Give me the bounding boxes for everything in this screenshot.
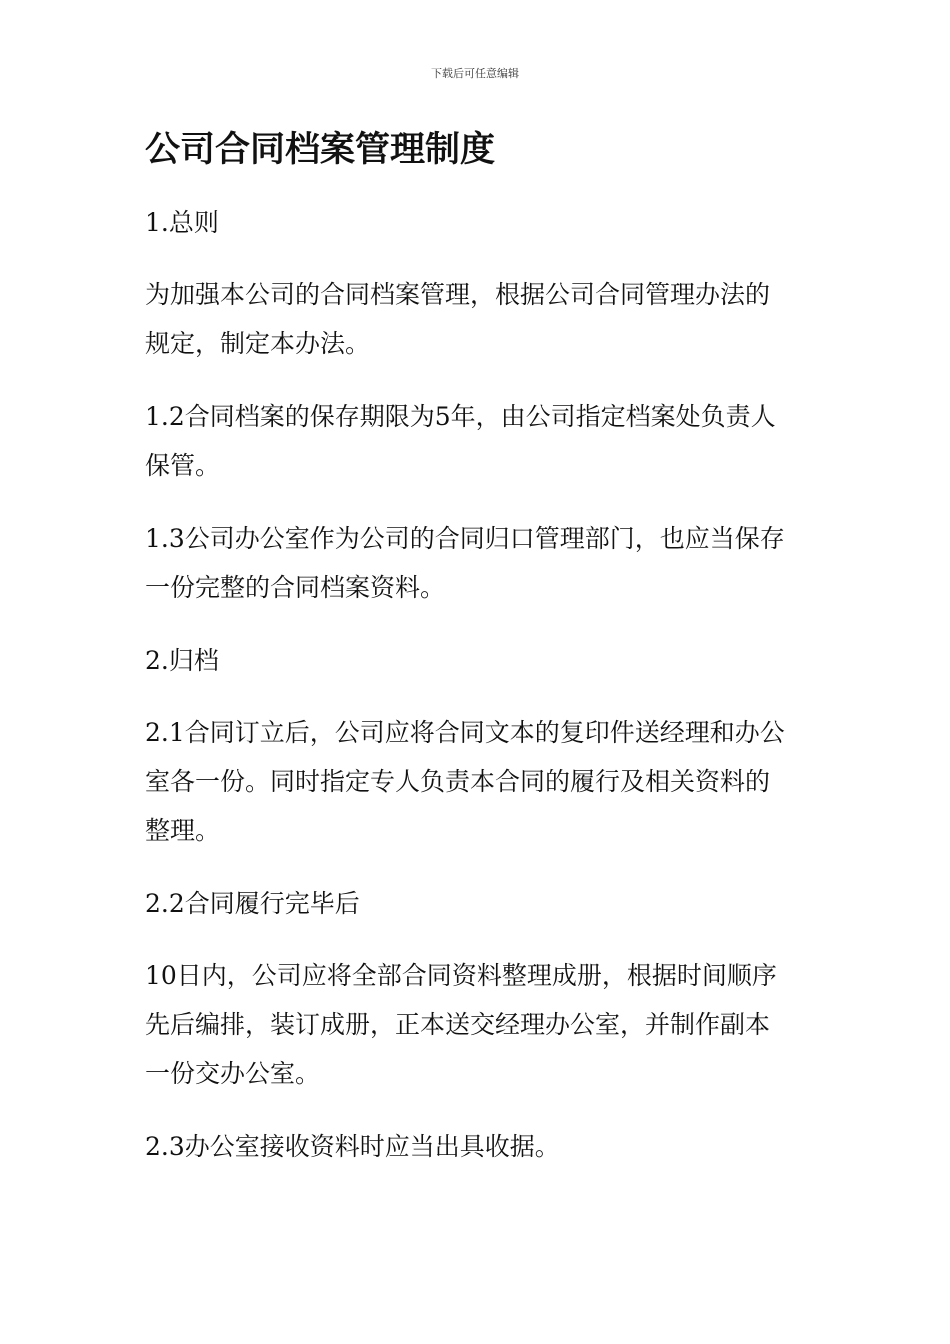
section-heading-general: [145, 198, 810, 247]
paragraph-line: 为加强本公司的合同档案管理，根据公司合同管理办法的: [145, 280, 771, 309]
paragraph-10-days: [145, 951, 810, 1098]
paragraph-purpose: [145, 270, 810, 368]
paragraph-line: 2.1合同订立后，公司应将合同文本的复印件送经理和办公: [145, 718, 785, 747]
header-note: 下载后可任意编辑: [431, 67, 519, 80]
paragraph-line: 整理。: [145, 816, 221, 845]
paragraph-line: 1.3公司办公室作为公司的合同归口管理部门，也应当保存: [145, 524, 785, 553]
paragraph-line: 一份完整的合同档案资料。: [145, 573, 446, 602]
paragraph-line: 一份交办公室。: [145, 1059, 321, 1088]
paragraph-line: 2.3办公室接收资料时应当出具收据。: [145, 1132, 560, 1161]
paragraph-2-3: [145, 1122, 810, 1171]
paragraph-1-3: [145, 514, 810, 612]
paragraph-line: 1.2合同档案的保存期限为5年，由公司指定档案处负责人: [145, 402, 776, 431]
paragraph-line: 2.归档: [145, 646, 219, 675]
paragraph-line: 10日内，公司应将全部合同资料整理成册，根据时间顺序: [145, 961, 777, 990]
paragraph-line: 室各一份。同时指定专人负责本合同的履行及相关资料的: [145, 767, 771, 796]
paragraph-2-1: [145, 708, 810, 855]
paragraph-line: 规定，制定本办法。: [145, 329, 371, 358]
paragraph-2-2: [145, 879, 810, 928]
paragraph-line: 保管。: [145, 451, 221, 480]
paragraph-line: 先后编排，装订成册，正本送交经理办公室，并制作副本: [145, 1010, 771, 1039]
paragraph-line: 1.总则: [145, 208, 219, 237]
paragraph-line: 2.2合同履行完毕后: [145, 889, 360, 918]
section-heading-filing: [145, 636, 810, 685]
paragraph-1-2: [145, 392, 810, 490]
document-title: 公司合同档案管理制度: [145, 130, 496, 170]
